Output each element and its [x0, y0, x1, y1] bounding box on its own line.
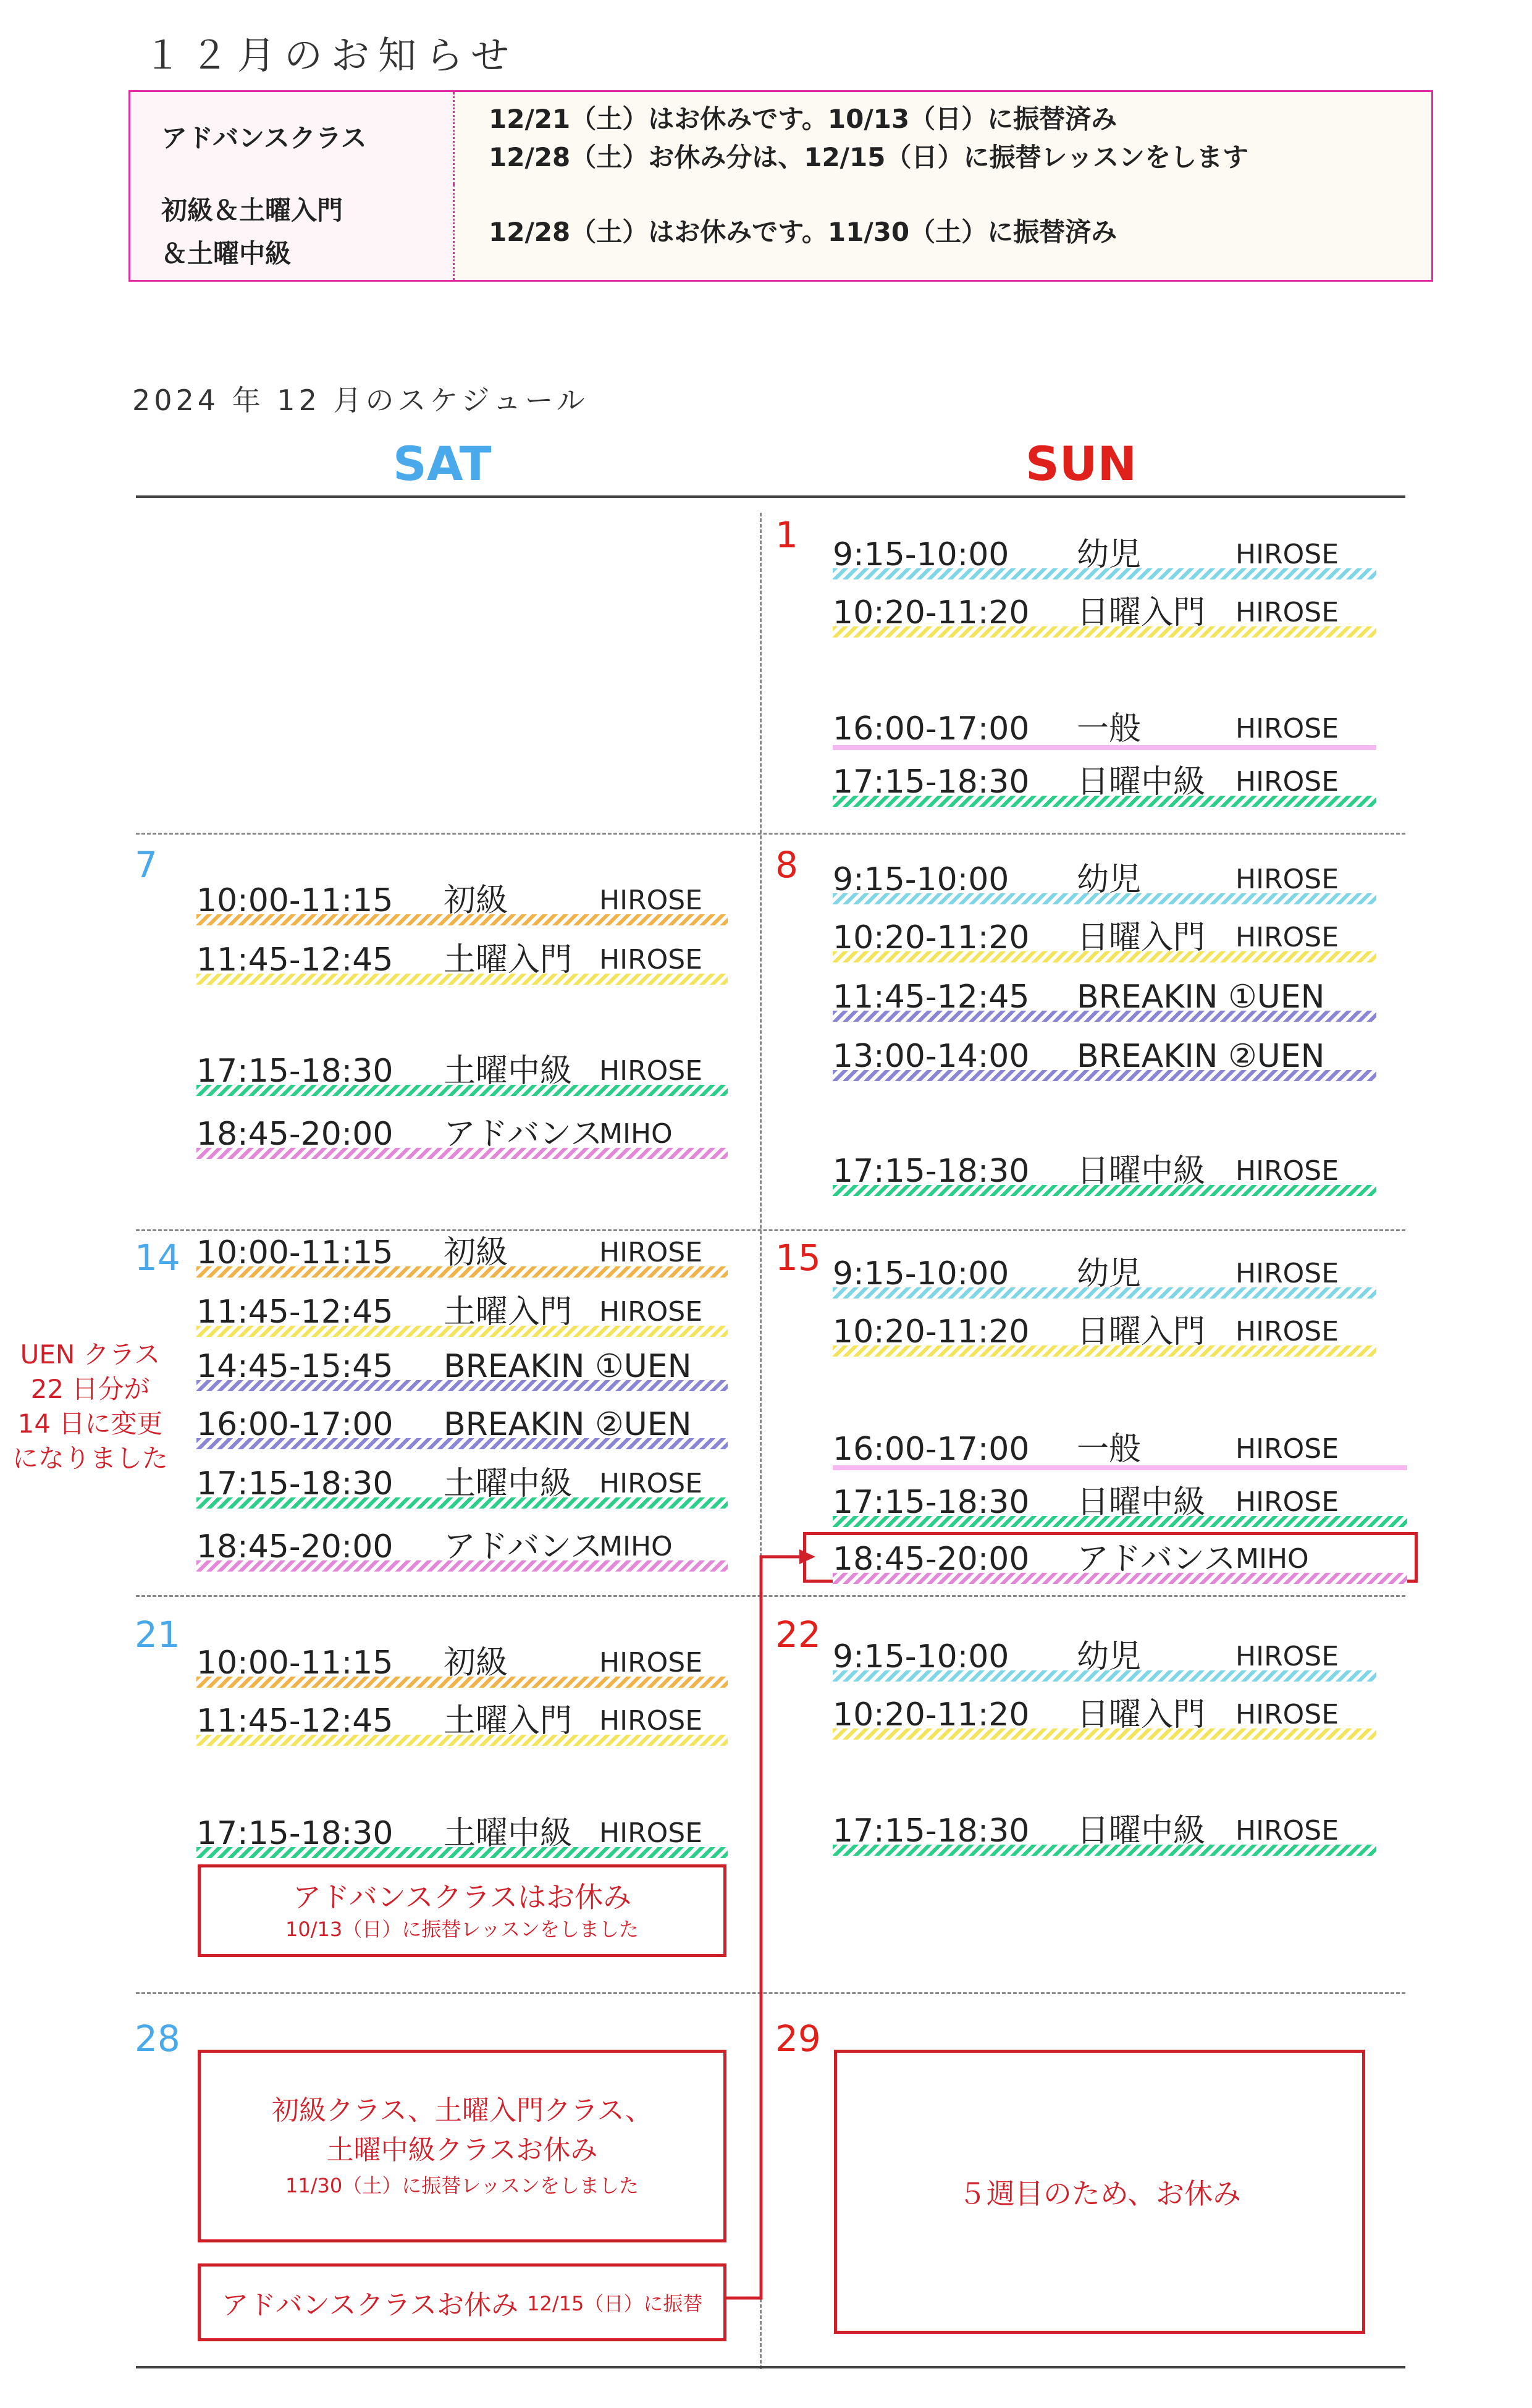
notice-label-line: アドバンスクラス	[161, 123, 367, 153]
entry-time: 18:45-20:00	[833, 1541, 1030, 1578]
note-line: になりました	[12, 1443, 168, 1473]
entry-class: 一般	[1077, 1431, 1142, 1468]
entry-class: 初級	[444, 882, 508, 919]
entry-instructor: HIROSE	[1235, 1486, 1339, 1518]
entry-class: 日曜中級	[1077, 1484, 1206, 1521]
entry-class: 幼児	[1077, 861, 1142, 898]
entry-time: 18:45-20:00	[196, 1116, 394, 1153]
entry-time: 16:00-17:00	[833, 1431, 1030, 1468]
date-label: 15	[775, 1237, 821, 1279]
entry-instructor: HIROSE	[1235, 1641, 1339, 1672]
entry-time: 17:15-18:30	[833, 1812, 1030, 1850]
note-main: 土曜中級クラスお休み	[326, 2134, 598, 2166]
notice-title: １２月のお知らせ	[143, 33, 518, 78]
entry-class: 土曜入門	[444, 1703, 573, 1740]
entry-time: 17:15-18:30	[196, 1815, 394, 1852]
entry-instructor: HIROSE	[599, 1817, 702, 1849]
entry-class: 土曜入門	[444, 941, 573, 979]
sun29-cancel-note	[834, 2050, 1365, 2334]
entry-instructor: HIROSE	[599, 1468, 702, 1499]
entry-instructor: HIROSE	[599, 1296, 702, 1328]
entry-instructor: HIROSE	[1235, 713, 1339, 744]
notice-line: 12/28（土）お休み分は、12/15（日）に振替レッスンをします	[489, 142, 1249, 172]
entry-time: 10:20-11:20	[833, 1696, 1030, 1733]
date-label: 29	[775, 2018, 821, 2060]
notice-row-text	[489, 185, 1428, 280]
entry-instructor: HIROSE	[1235, 1155, 1339, 1187]
note-main: 初級クラス、土曜入門クラス、	[272, 2095, 652, 2126]
sat28-cancel-note	[198, 2050, 726, 2242]
entry-class: 一般	[1077, 710, 1142, 747]
notice-row-advance	[130, 92, 1431, 187]
note-main: アドバンスクラスはお休み	[292, 1880, 632, 1914]
note-sub: 10/13（日）に振替レッスンをしました	[285, 1918, 639, 1941]
entry-time: 10:00-11:15	[196, 1234, 394, 1271]
entry-time: 11:45-12:45	[196, 1703, 394, 1740]
note-main: アドバンスクラスお休み	[221, 2289, 519, 2321]
entry-class: 土曜入門	[444, 1294, 573, 1331]
entry-instructor: HIROSE	[1235, 597, 1339, 628]
entry-time: 9:15-10:00	[833, 536, 1009, 573]
entry-time: 17:15-18:30	[833, 764, 1030, 801]
entry-instructor: HIROSE	[1235, 922, 1339, 953]
entry-instructor: HIROSE	[599, 1055, 702, 1087]
entry-time: 17:15-18:30	[833, 1153, 1030, 1190]
schedule-bottom-rule	[136, 2366, 1405, 2368]
entry-time: 17:15-18:30	[196, 1053, 394, 1090]
note-line: 14 日に変更	[17, 1408, 163, 1439]
adv28-cancel-note	[198, 2263, 726, 2341]
entry-class: 日曜入門	[1077, 594, 1206, 631]
note-sub: 12/15（日）に振替	[527, 2292, 703, 2315]
entry-time: 10:20-11:20	[833, 594, 1030, 631]
notice-line: 12/21（土）はお休みです。10/13（日）に振替済み	[489, 104, 1117, 134]
entry-class: 土曜中級	[444, 1465, 573, 1502]
uen-change-note	[6, 1337, 174, 1476]
advance-cancel-21-note	[198, 1864, 726, 1957]
notice-table	[128, 90, 1433, 282]
entry-class: 幼児	[1077, 1638, 1142, 1675]
entry-class: 日曜入門	[1077, 919, 1206, 956]
entry-time: 16:00-17:00	[833, 710, 1030, 747]
date-label: 7	[135, 844, 158, 886]
entry-class: アドバンス	[444, 1528, 603, 1565]
entry-time: 17:15-18:30	[196, 1465, 394, 1502]
date-label: 28	[135, 2018, 180, 2060]
entry-class: 日曜中級	[1077, 764, 1206, 801]
entry-time: 17:15-18:30	[833, 1484, 1030, 1521]
week-divider	[136, 833, 1405, 835]
entry-class: 日曜入門	[1077, 1313, 1206, 1350]
entry-instructor: MIHO	[1235, 1543, 1309, 1575]
week-divider	[136, 1229, 1405, 1231]
notice-line: 12/28（土）はお休みです。11/30（土）に振替済み	[489, 217, 1117, 247]
notice-row-label	[130, 92, 455, 185]
entry-class: BREAKIN ①UEN	[1077, 979, 1325, 1016]
entry-time: 14:45-15:45	[196, 1348, 394, 1385]
entry-instructor: HIROSE	[599, 1705, 702, 1737]
entry-time: 11:45-12:45	[833, 979, 1030, 1016]
date-label: 21	[135, 1614, 180, 1656]
entry-instructor: HIROSE	[1235, 1258, 1339, 1289]
entry-instructor: HIROSE	[1235, 1699, 1339, 1730]
entry-instructor: HIROSE	[599, 1237, 702, 1268]
entry-instructor: HIROSE	[1235, 766, 1339, 798]
entry-time: 18:45-20:00	[196, 1528, 394, 1565]
entry-class: BREAKIN ①UEN	[444, 1348, 692, 1385]
entry-instructor: HIROSE	[1235, 1316, 1339, 1347]
date-label: 14	[135, 1237, 180, 1279]
notice-label-line: ＆土曜中級	[161, 238, 292, 269]
schedule-top-rule	[136, 495, 1405, 498]
entry-instructor: HIROSE	[1235, 1433, 1339, 1465]
entry-instructor: HIROSE	[1235, 539, 1339, 570]
entry-class: 日曜中級	[1077, 1812, 1206, 1850]
makeup-arrow	[723, 1532, 822, 2310]
date-label: 1	[775, 514, 798, 556]
entry-time: 9:15-10:00	[833, 1255, 1009, 1292]
date-label: 8	[775, 844, 798, 886]
entry-instructor: MIHO	[599, 1531, 673, 1562]
entry-class: アドバンス	[444, 1116, 603, 1153]
entry-class: 初級	[444, 1644, 508, 1682]
entry-time: 10:00-11:15	[196, 882, 394, 919]
entry-instructor: HIROSE	[599, 944, 702, 975]
entry-instructor: HIROSE	[599, 885, 702, 916]
entry-time: 11:45-12:45	[196, 941, 394, 979]
entry-instructor: HIROSE	[599, 1647, 702, 1678]
sat-column-header: SAT	[393, 436, 492, 491]
entry-time: 13:00-14:00	[833, 1038, 1030, 1075]
entry-class: アドバンス	[1077, 1541, 1236, 1578]
notice-row-beginner	[130, 185, 1431, 280]
note-line: 22 日分が	[30, 1374, 150, 1404]
entry-instructor: MIHO	[599, 1118, 673, 1150]
entry-time: 10:00-11:15	[196, 1644, 394, 1682]
notice-row-label	[130, 185, 455, 280]
entry-instructor: HIROSE	[1235, 1815, 1339, 1846]
note-sub: 11/30（土）に振替レッスンをしました	[285, 2174, 639, 2197]
entry-class: 土曜中級	[444, 1053, 573, 1090]
notice-row-text	[489, 92, 1428, 185]
note-line: UEN クラス	[20, 1339, 161, 1370]
entry-class: BREAKIN ②UEN	[1077, 1038, 1325, 1075]
entry-time: 11:45-12:45	[196, 1294, 394, 1331]
entry-time: 9:15-10:00	[833, 861, 1009, 898]
entry-time: 10:20-11:20	[833, 1313, 1030, 1350]
entry-class: 日曜入門	[1077, 1696, 1206, 1733]
entry-class: BREAKIN ②UEN	[444, 1406, 692, 1443]
entry-instructor: HIROSE	[1235, 864, 1339, 895]
entry-class: 日曜中級	[1077, 1153, 1206, 1190]
entry-time: 9:15-10:00	[833, 1638, 1009, 1675]
note-main: ５週目のため、お休み	[958, 2177, 1242, 2210]
entry-class: 幼児	[1077, 1255, 1142, 1292]
notice-label-line: 初級＆土曜入門	[161, 195, 343, 225]
schedule-title: 2024 年 12 月のスケジュール	[132, 384, 589, 417]
date-label: 22	[775, 1614, 821, 1656]
entry-class: 土曜中級	[444, 1815, 573, 1852]
entry-class: 幼児	[1077, 536, 1142, 573]
entry-class: 初級	[444, 1234, 508, 1271]
sun-column-header: SUN	[1025, 436, 1137, 491]
entry-time: 10:20-11:20	[833, 919, 1030, 956]
entry-time: 16:00-17:00	[196, 1406, 394, 1443]
